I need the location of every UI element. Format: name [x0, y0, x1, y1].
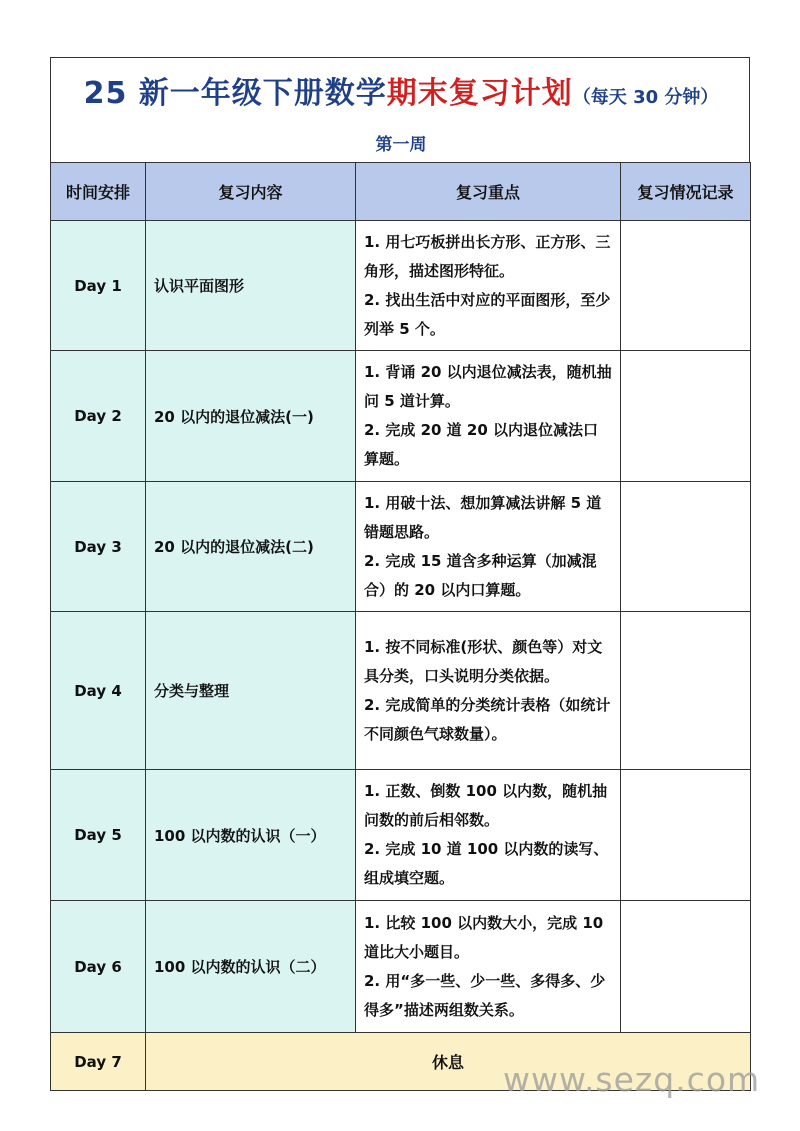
day-cell: Day 7 [51, 1033, 146, 1091]
page-title [51, 68, 751, 112]
focus-cell [356, 482, 621, 612]
record-cell[interactable] [621, 221, 751, 351]
focus-cell [356, 351, 621, 482]
record-cell[interactable] [621, 612, 751, 770]
record-cell[interactable] [621, 351, 751, 482]
day-cell: Day 2 [51, 351, 146, 482]
focus-point: 1. 用破十法、想加算减法讲解 5 道错题思路。 [364, 493, 602, 541]
focus-point: 1. 正数、倒数 100 以内数，随机抽问数的前后相邻数。 [364, 782, 608, 829]
col-header-time: 时间安排 [51, 163, 146, 221]
focus-point: 1. 背诵 20 以内退位减法表，随机抽问 5 道计算。 [364, 363, 612, 410]
focus-cell [356, 901, 621, 1033]
focus-point: 2. 完成简单的分类统计表格（如统计不同颜色气球数量）。 [364, 695, 611, 743]
focus-point: 1. 比较 100 以内数大小，完成 10 道比大小题目。 [364, 913, 604, 961]
title-accent: 期末复习计划 [386, 76, 573, 111]
focus-cell [356, 612, 621, 770]
day-cell: Day 3 [51, 482, 146, 612]
record-cell[interactable] [621, 482, 751, 612]
table-row [51, 612, 751, 770]
focus-cell [356, 221, 621, 351]
topic-cell: 分类与整理 [146, 612, 356, 770]
topic-cell: 100 以内数的认识（一） [146, 770, 356, 901]
day-cell: Day 6 [51, 901, 146, 1033]
focus-point: 2. 找出生活中对应的平面图形，至少列举 5 个。 [364, 290, 611, 338]
table-row [51, 351, 751, 482]
col-header-content: 复习内容 [146, 163, 356, 221]
record-cell[interactable] [621, 770, 751, 901]
focus-cell [356, 770, 621, 901]
focus-point: 2. 完成 10 道 100 以内数的读写、组成填空题。 [364, 840, 609, 887]
title-note: （每天 30 分钟） [572, 87, 719, 108]
table-row [51, 770, 751, 901]
focus-point: 2. 完成 20 道 20 以内退位减法口算题。 [364, 421, 598, 468]
focus-point: 2. 完成 15 道含多种运算（加减混合）的 20 以内口算题。 [364, 551, 597, 599]
topic-cell: 认识平面图形 [146, 221, 356, 351]
watermark: www.sezq.com [503, 1060, 761, 1099]
focus-point: 2. 用“多一些、少一些、多得多、少得多”描述两组数关系。 [364, 971, 606, 1019]
col-header-record: 复习情况记录 [621, 163, 751, 221]
title-main: 25 新一年级下册数学 [83, 76, 387, 111]
topic-cell: 20 以内的退位减法(一) [146, 351, 356, 482]
focus-point: 1. 用七巧板拼出长方形、正方形、三角形，描述图形特征。 [364, 232, 611, 280]
record-cell[interactable] [621, 901, 751, 1033]
table-row [51, 482, 751, 612]
topic-cell: 20 以内的退位减法(二) [146, 482, 356, 612]
table-header-row [51, 163, 751, 221]
plan-sheet [50, 57, 750, 1090]
day-cell: Day 4 [51, 612, 146, 770]
topic-cell: 100 以内数的认识（二） [146, 901, 356, 1033]
day-cell: Day 1 [51, 221, 146, 351]
rest-cell: 休息 [146, 1033, 751, 1091]
day-cell: Day 5 [51, 770, 146, 901]
week-label: 第一周 [375, 135, 427, 155]
focus-point: 1. 按不同标准(形状、颜色等）对文具分类，口头说明分类依据。 [364, 637, 603, 685]
review-plan-table [50, 162, 751, 1091]
table-row [51, 221, 751, 351]
col-header-focus: 复习重点 [356, 163, 621, 221]
table-row [51, 901, 751, 1033]
